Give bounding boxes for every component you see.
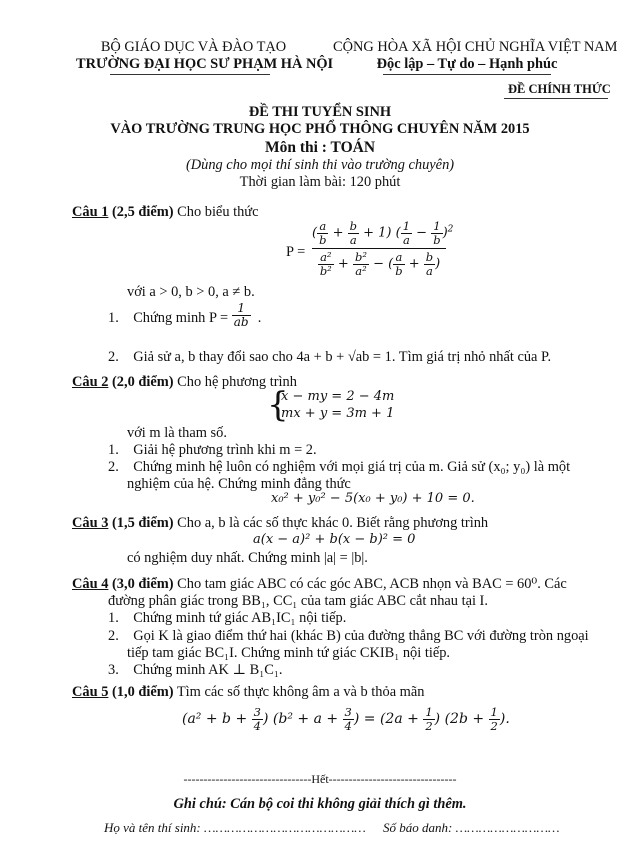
question-2-label: Câu 2 [72, 374, 109, 390]
question-4-line-1: Cho tam giác ABC có các góc ABC, ACB nhọn và BAC = 60⁰. Các [177, 576, 567, 592]
question-3-heading [72, 514, 488, 532]
question-2-identity: x₀² + y₀² − 5(x₀ + y₀) + 10 = 0. [271, 491, 475, 506]
question-1-item-2 [108, 348, 551, 366]
question-4-item-1: 1. Chứng minh tứ giác AB₁IC₁ nội tiếp. [108, 610, 347, 626]
proctor-note: Ghi chú: Cán bộ coi thi không giải thích gì thêm. [173, 796, 467, 812]
system-equation-2: mx + y = 3m + 1 [281, 406, 395, 421]
university-name: TRƯỜNG ĐẠI HỌC SƯ PHẠM HÀ NỘI [76, 56, 334, 72]
question-1-heading [72, 203, 259, 221]
candidate-name-field: Họ và tên thí sinh: …………………………………… [104, 820, 366, 835]
item-number: 2. [108, 349, 119, 365]
question-3-equation: a(x − a)² + b(x − b)² = 0 [253, 532, 416, 547]
system-equation-1: x − my = 2 − 4m [281, 389, 395, 404]
official-stamp-text: ĐỀ CHÍNH THỨC [508, 82, 611, 96]
p-numerator: ( $\frac{a}{b}$ + $\frac{b}{a}$ + 1) ( $\frac{1}{a}$ − $\frac{1}{b}$ )$^2$ [312, 220, 446, 249]
question-3-intro: Cho a, b là các số thực khác 0. Biết rằng phương trình [177, 515, 489, 531]
p-label: P = [286, 244, 306, 260]
question-4-item-3: 3. Chứng minh AK ⊥ B₁C₁. [108, 662, 283, 678]
official-underline [504, 98, 608, 99]
item-text: Giả sử a, b thay đổi sao cho 4a + b + √ab = 1. Tìm giá trị nhỏ nhất của P. [133, 349, 552, 365]
question-1-condition: với a > 0, b > 0, a ≠ b. [127, 284, 255, 300]
time-limit: Thời gian làm bài: 120 phút [239, 174, 401, 190]
exam-title: ĐỀ THI TUYỂN SINH [248, 104, 392, 120]
question-5-heading [72, 683, 424, 701]
question-1-points: (2,5 điểm) [112, 204, 174, 220]
question-3-label: Câu 3 [72, 515, 109, 531]
p-denominator: $\frac{\text{a²}}{\text{b²}}$ + $\frac{\text{b²}}{\text{a²}}$ − ( $\frac{a}{b}$ + $\frac{b}{a}$ ) [319, 250, 441, 278]
question-3-conclusion: có nghiệm duy nhất. Chứng minh |a| = |b|. [127, 550, 368, 566]
question-1-item-1: 1. Chứng minh P = $\frac{1}{ab}$ . [108, 301, 262, 330]
question-5-equation: (a² + b + $\frac{3}{4}$ ) (b² + a + $\frac{3}{4}$ ) = (2a + $\frac{1}{2}$ ) (2b + $\frac{1}{2}$ ). [182, 705, 510, 733]
audience-note: (Dùng cho mọi thí sinh thi vào trường chuyên) [185, 157, 455, 173]
question-4-heading [72, 575, 567, 593]
header-right-rule [383, 74, 551, 75]
question-4-item-2: 2. Gọi K là giao điểm thứ hai (khác B) của đường thẳng BC với đường tròn ngoại [108, 628, 589, 644]
system-brace: { [267, 385, 289, 425]
national-motto: Độc lập – Tự do – Hạnh phúc [376, 56, 558, 72]
country-name: CỘNG HÒA XÃ HỘI CHỦ NGHĨA VIỆT NAM [333, 39, 618, 55]
question-5-points: (1,0 điểm) [112, 684, 174, 700]
question-2-heading [72, 373, 297, 391]
question-2-intro: Cho hệ phương trình [177, 374, 297, 390]
question-1-intro: Cho biểu thức [177, 204, 259, 220]
header-left-rule [110, 74, 270, 75]
item-text: Chứng minh P = [133, 310, 229, 326]
exam-subtitle: VÀO TRƯỜNG TRUNG HỌC PHỔ THÔNG CHUYÊN NĂM 2015 [110, 121, 530, 137]
question-5-label: Câu 5 [72, 684, 109, 700]
question-4-label: Câu 4 [72, 576, 109, 592]
question-2-item-2: 2. Chứng minh hệ luôn có nghiệm với mọi giá trị của m. Giả sử (x₀; y₀) là một [108, 459, 571, 475]
ministry-name: BỘ GIÁO DỤC VÀ ĐÀO TẠO [100, 39, 287, 55]
question-5-intro: Tìm các số thực không âm a và b thỏa mãn [176, 684, 425, 700]
one-over-ab-fraction: $\frac{1}{ab}$ [233, 301, 249, 330]
question-1-label: Câu 1 [72, 204, 109, 220]
question-4-item-2-cont: tiếp tam giác BC₁I. Chứng minh tứ giác CKIB₁ nội tiếp. [127, 645, 451, 661]
question-2-points: (2,0 điểm) [112, 374, 174, 390]
question-3-points: (1,5 điểm) [112, 515, 174, 531]
candidate-number-field: Số báo danh: ……………………… [383, 820, 560, 835]
p-expression [312, 219, 454, 278]
end-marker: --------------------------------Hết-------------------------------- [183, 772, 457, 786]
question-2-param: với m là tham số. [127, 425, 227, 441]
question-4-line-2: đường phân giác trong BB₁, CC₁ của tam giác ABC cắt nhau tại I. [108, 593, 488, 609]
question-4-points: (3,0 điểm) [112, 576, 174, 592]
item-number: 1. [108, 310, 119, 326]
subject-line: Môn thi : TOÁN [264, 139, 376, 156]
question-2-item-2-cont: nghiệm của hệ. Chứng minh đẳng thức [127, 476, 351, 492]
question-2-item-1: 1. Giải hệ phương trình khi m = 2. [108, 442, 317, 458]
